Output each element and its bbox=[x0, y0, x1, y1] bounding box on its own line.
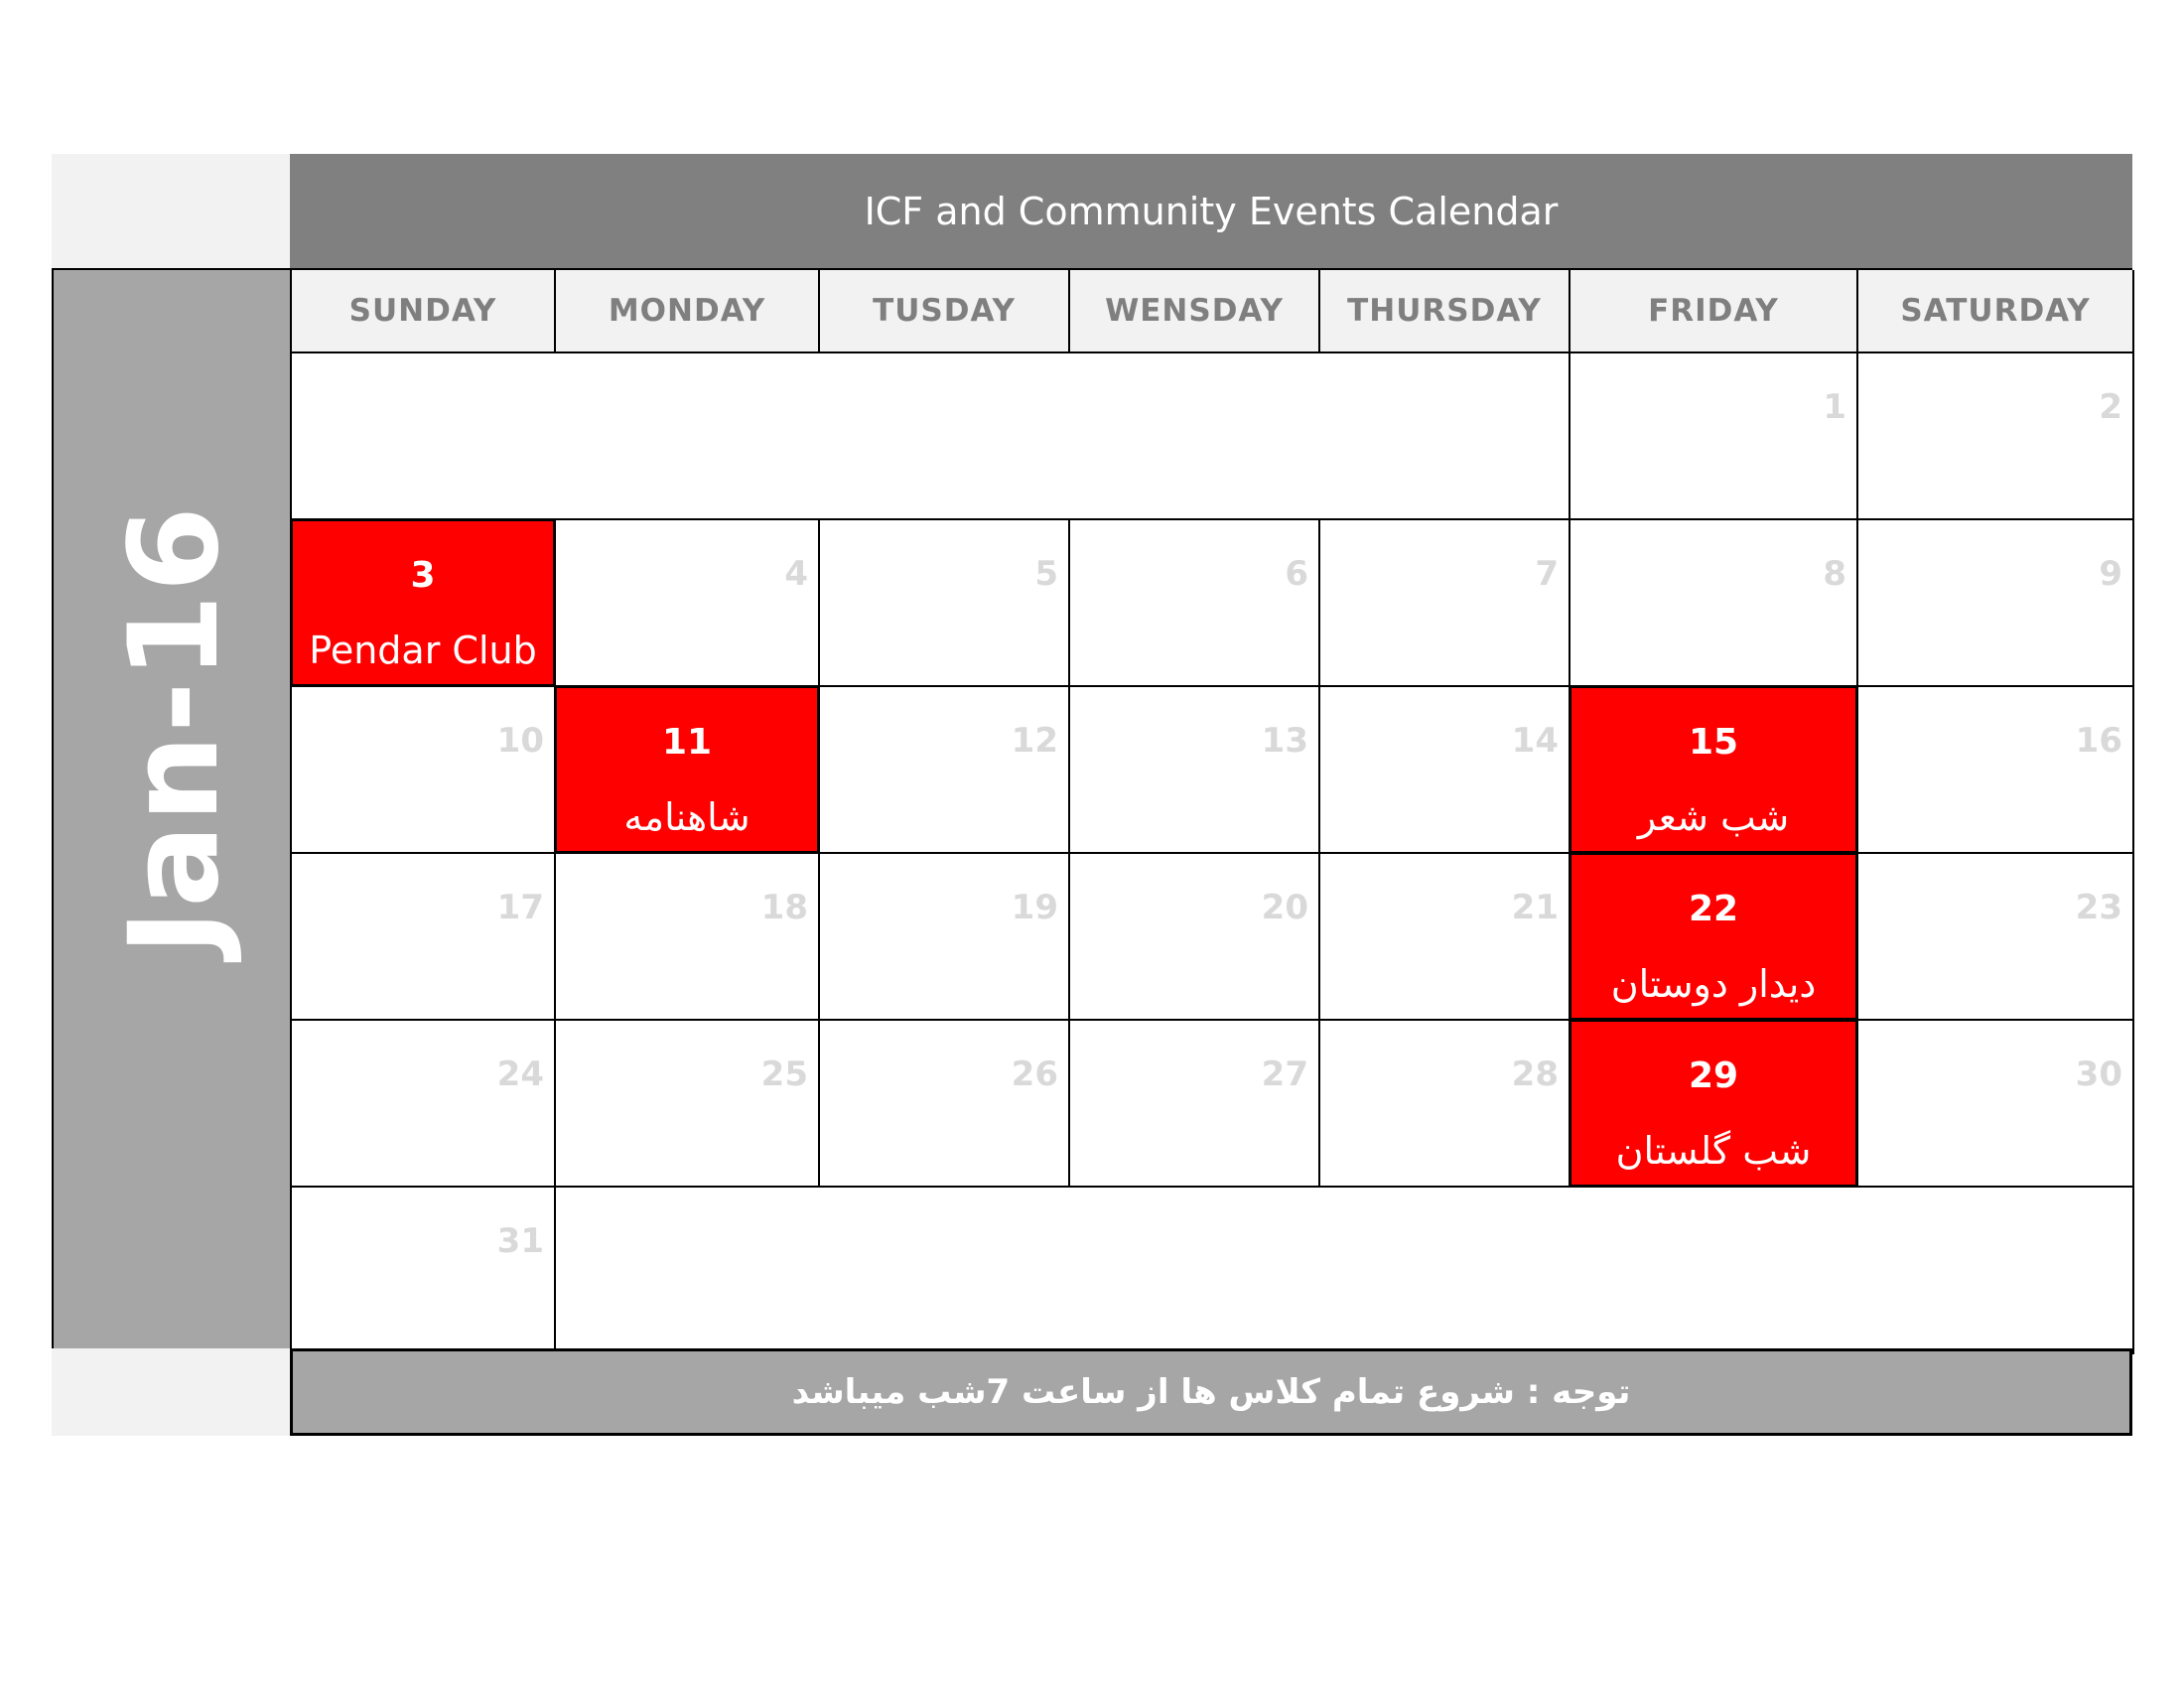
day-number: 5 bbox=[1034, 554, 1058, 594]
day-cell[interactable] bbox=[556, 520, 820, 687]
event-title: شب شعر bbox=[1637, 795, 1790, 839]
day-number: 16 bbox=[2075, 721, 2122, 761]
day-number: 6 bbox=[1285, 554, 1308, 594]
day-cell[interactable] bbox=[292, 1021, 556, 1188]
day-cell[interactable] bbox=[1320, 1021, 1570, 1188]
day-number: 12 bbox=[1011, 721, 1058, 761]
footer-note: توجه : شروع تمام کلاس ها از ساعت 7شب میباشد bbox=[791, 1372, 1631, 1412]
day-cell[interactable] bbox=[1320, 687, 1570, 854]
day-cell[interactable] bbox=[1858, 854, 2134, 1021]
day-cell[interactable] bbox=[820, 687, 1070, 854]
event-day-cell[interactable] bbox=[1569, 852, 1858, 1021]
footer-note-bar bbox=[290, 1348, 2132, 1436]
empty-day-cell bbox=[292, 353, 1570, 520]
day-cell[interactable] bbox=[820, 1021, 1070, 1188]
corner-bottom-spacer bbox=[52, 1348, 290, 1436]
event-day-cell[interactable] bbox=[290, 518, 556, 687]
day-number: 2 bbox=[2099, 387, 2122, 427]
day-number: 28 bbox=[1511, 1055, 1559, 1094]
calendar-title-bar bbox=[290, 154, 2132, 268]
day-cell[interactable] bbox=[292, 687, 556, 854]
event-title: شاهنامه bbox=[623, 795, 751, 839]
weekday-header-wednesday: WENSDAY bbox=[1070, 270, 1320, 353]
event-day-number: 22 bbox=[1688, 889, 1739, 929]
empty-day-cell bbox=[556, 1188, 2134, 1354]
day-number: 26 bbox=[1011, 1055, 1058, 1094]
event-day-number: 15 bbox=[1688, 722, 1739, 763]
day-number: 8 bbox=[1823, 554, 1846, 594]
day-number: 20 bbox=[1261, 888, 1308, 927]
calendar-grid bbox=[290, 268, 2132, 1348]
day-number: 19 bbox=[1011, 888, 1058, 927]
day-cell[interactable] bbox=[1320, 520, 1570, 687]
day-number: 9 bbox=[2099, 554, 2122, 594]
event-day-cell[interactable] bbox=[554, 685, 820, 854]
weekday-header-saturday: SATURDAY bbox=[1858, 270, 2134, 353]
day-number: 23 bbox=[2075, 888, 2122, 927]
day-number: 17 bbox=[496, 888, 544, 927]
day-number: 13 bbox=[1261, 721, 1308, 761]
day-cell[interactable] bbox=[1320, 854, 1570, 1021]
weekday-header-sunday: SUNDAY bbox=[292, 270, 556, 353]
day-number: 31 bbox=[496, 1221, 544, 1261]
corner-top-spacer bbox=[52, 154, 290, 268]
day-number: 25 bbox=[760, 1055, 808, 1094]
day-number: 30 bbox=[2075, 1055, 2122, 1094]
event-day-cell[interactable] bbox=[1569, 685, 1858, 854]
day-cell[interactable] bbox=[1070, 687, 1320, 854]
day-number: 7 bbox=[1535, 554, 1559, 594]
day-cell[interactable] bbox=[1070, 1021, 1320, 1188]
day-number: 24 bbox=[496, 1055, 544, 1094]
event-title: Pendar Club bbox=[309, 629, 537, 672]
day-cell[interactable] bbox=[1858, 353, 2134, 520]
day-cell[interactable] bbox=[1570, 353, 1858, 520]
day-cell[interactable] bbox=[1070, 854, 1320, 1021]
day-number: 21 bbox=[1511, 888, 1559, 927]
day-cell[interactable] bbox=[556, 854, 820, 1021]
day-number: 14 bbox=[1511, 721, 1559, 761]
weekday-header-friday: FRIDAY bbox=[1570, 270, 1858, 353]
day-cell[interactable] bbox=[820, 854, 1070, 1021]
day-cell[interactable] bbox=[1570, 520, 1858, 687]
event-day-cell[interactable] bbox=[1569, 1019, 1858, 1188]
event-title: دیدار دوستان bbox=[1610, 962, 1817, 1006]
day-number: 18 bbox=[760, 888, 808, 927]
day-cell[interactable] bbox=[1858, 687, 2134, 854]
event-title: شب گلستان bbox=[1615, 1129, 1812, 1173]
event-day-number: 11 bbox=[661, 722, 713, 763]
day-number: 1 bbox=[1823, 387, 1846, 427]
day-cell[interactable] bbox=[1858, 1021, 2134, 1188]
day-number: 4 bbox=[784, 554, 808, 594]
day-cell[interactable] bbox=[1070, 520, 1320, 687]
event-day-number: 3 bbox=[410, 555, 436, 596]
weekday-header-thursday: THURSDAY bbox=[1320, 270, 1570, 353]
calendar-title: ICF and Community Events Calendar bbox=[864, 189, 1559, 233]
day-cell[interactable] bbox=[556, 1021, 820, 1188]
day-cell[interactable] bbox=[292, 854, 556, 1021]
weekday-header-monday: MONDAY bbox=[556, 270, 820, 353]
day-cell[interactable] bbox=[292, 1188, 556, 1354]
day-number: 27 bbox=[1261, 1055, 1308, 1094]
event-day-number: 29 bbox=[1688, 1055, 1739, 1096]
day-number: 10 bbox=[496, 721, 544, 761]
day-cell[interactable] bbox=[820, 520, 1070, 687]
month-label: Jan-16 bbox=[103, 503, 246, 956]
day-cell[interactable] bbox=[1858, 520, 2134, 687]
weekday-header-tuesday: TUSDAY bbox=[820, 270, 1070, 353]
